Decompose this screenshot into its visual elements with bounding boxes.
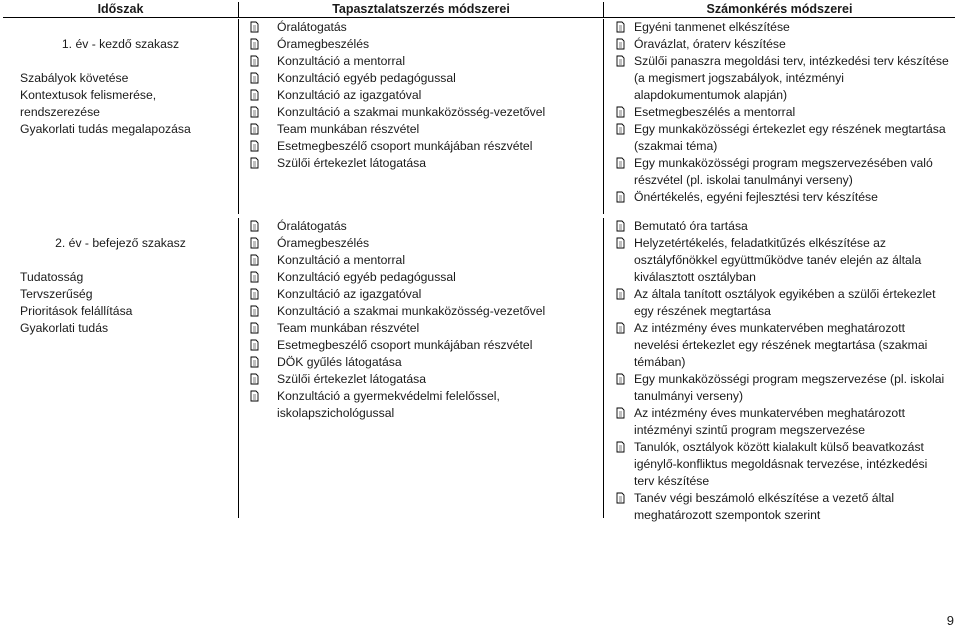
page-number: 9 xyxy=(946,613,954,628)
bullet-item: Óramegbeszélés xyxy=(239,36,603,53)
document-bullet-icon xyxy=(616,322,625,334)
document-bullet-icon xyxy=(250,356,259,368)
document-bullet-icon xyxy=(616,237,625,249)
bullet-item: Helyzetértékelés, feladatkitűzés elkészítése az xyxy=(604,235,955,252)
bullet-item: Szülői panaszra megoldási terv, intézkedési terv készítése xyxy=(604,53,955,70)
bullet-item: DÖK gyűlés látogatása xyxy=(239,354,603,371)
document-bullet-icon xyxy=(250,89,259,101)
document-bullet-icon xyxy=(250,21,259,33)
bullet-item: Esetmegbeszélő csoport munkájában részvétel xyxy=(239,337,603,354)
document-bullet-icon xyxy=(616,407,625,419)
bullet-item: Óramegbeszélés xyxy=(239,235,603,252)
goal-item: Szabályok követése xyxy=(20,71,129,85)
bullet-item-continuation: alapdokumentumok alapján) xyxy=(634,88,788,102)
goal-item: rendszerezése xyxy=(20,105,100,119)
document-bullet-icon xyxy=(250,288,259,300)
document-bullet-icon xyxy=(250,339,259,351)
bullet-item-continuation: kiválasztott osztályban xyxy=(634,270,756,284)
period-cell xyxy=(3,218,239,518)
bullet-item: Egyéni tanmenet elkészítése xyxy=(604,19,955,36)
bullet-item: Tanév végi beszámoló elkészítése a vezető által xyxy=(604,490,955,507)
bullet-item-continuation: iskolapszichológussal xyxy=(277,406,395,420)
document-bullet-icon xyxy=(250,271,259,283)
experience-methods-cell xyxy=(239,218,604,518)
bullet-item: Konzultáció egyéb pedagógussal xyxy=(239,70,603,87)
header-period: Időszak xyxy=(3,2,239,17)
goal-item: Tervszerűség xyxy=(20,287,93,301)
document-bullet-icon xyxy=(616,441,625,453)
bullet-item: Az intézmény éves munkatervében meghatározott xyxy=(604,405,955,422)
goal-item: Gyakorlati tudás xyxy=(20,321,109,335)
document-bullet-icon xyxy=(250,322,259,334)
document-bullet-icon xyxy=(616,191,625,203)
goal-item: Kontextusok felismerése, xyxy=(20,88,157,102)
bullet-item: Egy munkaközösségi program megszervezésében való xyxy=(604,155,955,172)
document-bullet-icon xyxy=(250,390,259,402)
document-bullet-icon xyxy=(250,123,259,135)
bullet-item: Team munkában részvétel xyxy=(239,320,603,337)
document-bullet-icon xyxy=(616,288,625,300)
document-bullet-icon xyxy=(250,38,259,50)
bullet-item: Az általa tanított osztályok egyikében a szülői értekezlet xyxy=(604,286,955,303)
goal-item: Prioritások felállítása xyxy=(20,304,133,318)
table-row-first-year xyxy=(3,19,955,214)
table-header xyxy=(3,2,955,18)
document-bullet-icon xyxy=(616,123,625,135)
bullet-item-continuation: intézményi szintű program megszervezése xyxy=(634,423,865,437)
bullet-item: Szülői értekezlet látogatása xyxy=(239,155,603,172)
bullet-item-continuation: részvétel (pl. iskolai tanulmányi verseny) xyxy=(634,173,853,187)
bullet-item: Konzultáció egyéb pedagógussal xyxy=(239,269,603,286)
bullet-item-continuation: (szakmai téma) xyxy=(634,139,718,153)
bullet-item: Óralátogatás xyxy=(239,19,603,36)
bullet-item-continuation: igénylő-konfliktus megoldásnak tervezése, intézkedési xyxy=(634,457,928,471)
document-bullet-icon xyxy=(616,106,625,118)
period-cell xyxy=(3,19,239,214)
document-bullet-icon xyxy=(250,305,259,317)
bullet-item: Konzultáció az igazgatóval xyxy=(239,286,603,303)
document-bullet-icon xyxy=(250,55,259,67)
goal-item: Gyakorlati tudás megalapozása xyxy=(20,122,191,136)
header-experience-methods: Tapasztalatszerzés módszerei xyxy=(239,2,604,17)
document-bullet-icon xyxy=(250,106,259,118)
methods-table xyxy=(3,2,955,18)
document-bullet-icon xyxy=(250,254,259,266)
document-bullet-icon xyxy=(616,157,625,169)
bullet-item: Team munkában részvétel xyxy=(239,121,603,138)
bullet-item: Tanulók, osztályok között kialakult külső beavatkozást xyxy=(604,439,955,456)
assessment-methods-cell xyxy=(604,218,955,522)
period-title: 1. év - kezdő szakasz xyxy=(61,37,180,51)
bullet-item: Konzultáció az igazgatóval xyxy=(239,87,603,104)
bullet-item: Esetmegbeszélő csoport munkájában részvétel xyxy=(239,138,603,155)
bullet-item: Óralátogatás xyxy=(239,218,603,235)
document-bullet-icon xyxy=(250,373,259,385)
bullet-item: Óravázlat, óraterv készítése xyxy=(604,36,955,53)
document-bullet-icon xyxy=(616,373,625,385)
document-bullet-icon xyxy=(250,140,259,152)
bullet-item: Konzultáció a mentorral xyxy=(239,252,603,269)
bullet-item: Önértékelés, egyéni fejlesztési terv készítése xyxy=(604,189,955,206)
bullet-item: Egy munkaközösségi értekezlet egy részének megtartása xyxy=(604,121,955,138)
bullet-item-continuation: meghatározott szempontok szerint xyxy=(634,508,821,522)
bullet-item-continuation: terv készítése xyxy=(634,474,710,488)
bullet-item: Konzultáció a mentorral xyxy=(239,53,603,70)
document-bullet-icon xyxy=(616,492,625,504)
bullet-item: Szülői értekezlet látogatása xyxy=(239,371,603,388)
bullet-item-continuation: osztályfőnökkel együttműködve tanév elején az általa xyxy=(634,253,922,267)
bullet-item: Konzultáció a szakmai munkaközösség-vezetővel xyxy=(239,104,603,121)
document-bullet-icon xyxy=(616,38,625,50)
document-bullet-icon xyxy=(616,220,625,232)
bullet-item: Egy munkaközösségi program megszervezése (pl. iskolai xyxy=(604,371,955,388)
bullet-item-continuation: témában) xyxy=(634,355,686,369)
bullet-item: Esetmegbeszélés a mentorral xyxy=(604,104,955,121)
document-bullet-icon xyxy=(616,21,625,33)
bullet-item: Konzultáció a szakmai munkaközösség-vezetővel xyxy=(239,303,603,320)
period-title: 2. év - befejező szakasz xyxy=(55,236,186,250)
bullet-item: Konzultáció a gyermekvédelmi felelőssel, xyxy=(239,388,603,405)
document-bullet-icon xyxy=(250,72,259,84)
bullet-item: Bemutató óra tartása xyxy=(604,218,955,235)
header-assessment-methods: Számonkérés módszerei xyxy=(706,2,853,16)
goal-item: Tudatosság xyxy=(20,270,84,284)
bullet-item-continuation: (a megismert jogszabályok, intézményi xyxy=(634,71,844,85)
assessment-methods-cell xyxy=(604,19,955,214)
document-bullet-icon xyxy=(250,157,259,169)
bullet-item-continuation: tanulmányi verseny) xyxy=(634,389,744,403)
document-bullet-icon xyxy=(250,220,259,232)
experience-methods-cell xyxy=(239,19,604,214)
document-bullet-icon xyxy=(250,237,259,249)
bullet-item-continuation: nevelési értekezlet egy részének megtartása (szakmai xyxy=(634,338,928,352)
table-row-second-year xyxy=(3,218,955,522)
bullet-item-continuation: egy részének megtartása xyxy=(634,304,771,318)
period-goals xyxy=(3,269,238,337)
bullet-item: Az intézmény éves munkatervében meghatározott xyxy=(604,320,955,337)
document-bullet-icon xyxy=(616,55,625,67)
period-goals xyxy=(3,70,238,138)
